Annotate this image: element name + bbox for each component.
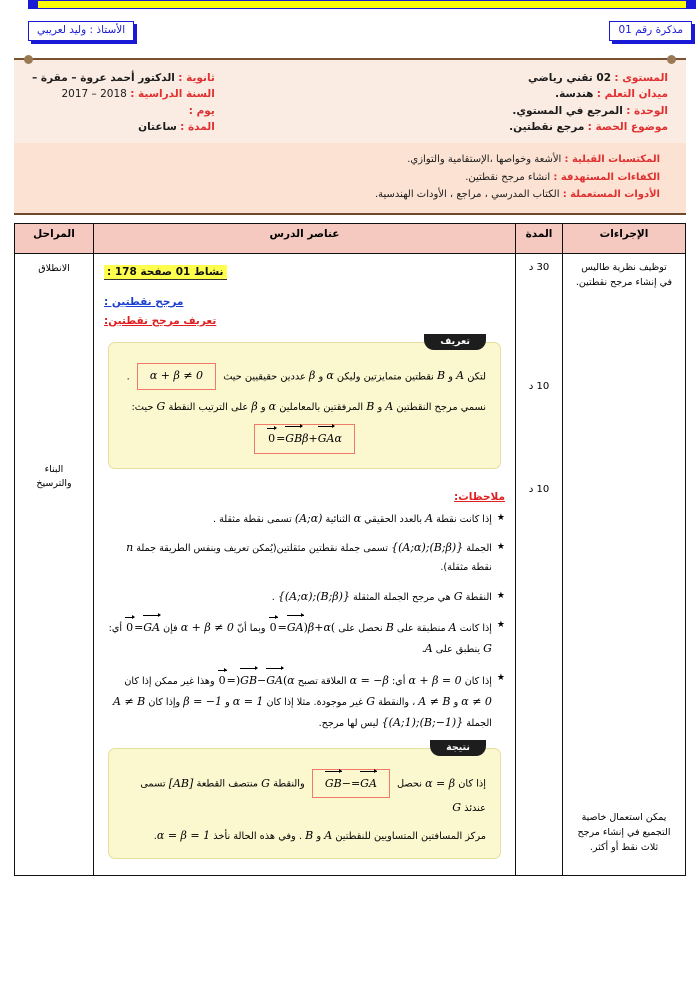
res-b: B [305, 828, 314, 842]
definition-callout-tab: تعريف [424, 334, 486, 350]
cell-stages [15, 253, 94, 875]
prerequisite-label: المكتسبات القبلية : [564, 154, 660, 166]
result-callout [108, 741, 501, 859]
n5-f7: β = −1 [183, 695, 223, 709]
heading-blue-line [104, 284, 505, 309]
res-conj: و [316, 830, 322, 842]
n5-f2: α = −β [349, 674, 389, 688]
n4-vector-ga: GA [287, 616, 304, 639]
n5-t5: و [453, 697, 459, 709]
section-heading-barycenter: مرجح نقطتين : [104, 295, 184, 308]
definition-formula-box-2 [254, 424, 355, 453]
n4-beta: β [307, 621, 315, 635]
def-point-b: B [437, 369, 446, 383]
n3-set: {(A;α);(B;β)} [277, 589, 350, 603]
header-value-unit: المرجع في المستوي. [512, 104, 623, 117]
res-g2: G [452, 801, 462, 815]
stage-2-line-2: والترسيخ [36, 478, 72, 490]
header-label-topic: موضوع الحصة : [587, 120, 668, 133]
procedures-stack [569, 260, 679, 856]
n5-t11: ليس لها مرجح. [318, 718, 379, 730]
def-point-g: G [156, 399, 166, 413]
n5-t4: وهذا غير ممكن إذا كان [124, 676, 215, 688]
n4-f2: α + β ≠ 0 [180, 621, 234, 635]
note-text-3 [104, 587, 492, 608]
def2-plus: + [308, 432, 318, 446]
n5-t9: وإذا كان [148, 697, 181, 709]
header-field-year [32, 86, 215, 102]
table-row [15, 253, 686, 875]
note-text-4 [104, 616, 492, 660]
n1-t3: الثنائية [325, 513, 351, 525]
header-value-year: 2018 – 2017 [61, 88, 127, 101]
def-beta-2: β [251, 399, 258, 413]
n2-n: n [126, 541, 134, 555]
def-conj-4: و [260, 401, 266, 413]
column-header-duration: المدة [516, 223, 563, 253]
n5-f5: A ≠ B [418, 695, 451, 709]
n5-t1: إذا كان [464, 676, 492, 688]
activity-highlight: نشاط 01 صفحة 178 : [104, 265, 227, 280]
stages-stack [16, 262, 92, 491]
note-item [104, 587, 505, 608]
n1-t1: إذا كانت نقطة [436, 513, 492, 525]
def-text-7: حيث: [131, 401, 154, 413]
res-t3: والنقطة [273, 778, 305, 790]
n4-equals-2: = [134, 621, 144, 635]
section-heading-definition: تعريف مرجح نقطتين: [104, 314, 217, 327]
column-header-procedures: الإجراءات [563, 223, 686, 253]
res-vector-ga: GA [360, 772, 377, 794]
n5-minus: − [257, 674, 267, 688]
stage-label-start: الانطلاق [38, 262, 70, 274]
res-t8: . [153, 830, 157, 842]
n2-t4: مثقلة). [440, 562, 469, 574]
duration-value-2: 10 د [528, 380, 550, 392]
n5-t8: و [225, 697, 230, 709]
res-f2: α = β = 1 [156, 828, 211, 842]
note-item [104, 509, 505, 530]
procedure-entry-2 [569, 810, 679, 856]
definition-line-3 [123, 424, 486, 453]
header-label-unit: الوحدة : [626, 104, 668, 117]
n5-f9: {(A;1);(B;−1)} [381, 716, 464, 730]
star-icon: ★ [496, 512, 505, 523]
n5-t3: العلاقة تصبح [297, 676, 347, 688]
n4-t2: منطبقة على [396, 623, 446, 635]
stage-2-line-1: البناء [44, 464, 64, 476]
tag-row [0, 18, 700, 52]
activity-line [104, 260, 505, 280]
def-alpha-2: α [268, 399, 277, 413]
n5-lparen: ( [283, 674, 288, 688]
n5-f8: A ≠ B [113, 695, 146, 709]
def-beta: β [309, 369, 316, 383]
n4-t4: وبما أنّ [237, 623, 266, 635]
header-value-duration: ساعتان [138, 120, 177, 133]
n3-g: G [453, 589, 463, 603]
duration-value-3: 10 د [528, 483, 550, 495]
note-text-2 [104, 538, 492, 577]
procedure-1-line-2: في إنشاء مرجح نقطتين. [575, 276, 673, 288]
star-icon: ★ [496, 673, 505, 684]
def-point-a2: A [385, 399, 394, 413]
prerequisite-row [32, 186, 660, 204]
n5-t10: الجملة [466, 718, 492, 730]
lesson-table-head [15, 223, 686, 253]
banner-bar-yellow [38, 1, 686, 8]
procedure-2-line-2: التجميع في إنشاء مرجح [577, 827, 671, 839]
procedure-entry-1 [569, 260, 679, 290]
n5-f1: α + β = 0 [408, 674, 462, 688]
note-item [104, 538, 505, 577]
def-formula-1: α + β ≠ 0 [149, 368, 204, 382]
n5-rparen: ) [235, 674, 241, 688]
n2-t1: الجملة [466, 543, 492, 555]
n5-t6: ، والنقطة [378, 697, 416, 709]
header-value-domain: هندسة. [555, 88, 594, 101]
prerequisite-text: انشاء مرجح نقطتين. [465, 171, 551, 183]
res-vector-gb: GB [325, 772, 342, 794]
res-minus: − [341, 776, 351, 790]
n4-b: B [385, 621, 394, 635]
n5-equals: = [226, 674, 236, 688]
procedure-2-line-1: يمكن استعمال خاصية [581, 811, 667, 823]
note-number-tag: مذكرة رقم 01 [609, 21, 692, 41]
def-period-1: . [126, 371, 130, 383]
def2-alpha: α [334, 432, 342, 446]
header-field-topic [509, 119, 668, 135]
procedure-1-line-1: توظيف نظرية طاليس [581, 261, 667, 273]
def2-zero-vector: 0 [267, 429, 276, 449]
n5-vector-ga: GA [266, 669, 283, 692]
n4-t5: فإن [163, 623, 178, 635]
header-label-school: ثانوية : [178, 72, 215, 84]
definition-line-1 [123, 363, 486, 390]
def2-vector-ga: GA [318, 427, 335, 449]
n4-t1: إذا كانت [459, 623, 492, 635]
n5-alpha: α [287, 674, 295, 688]
result-line-1 [123, 769, 486, 819]
prerequisite-label: الكفاءات المستهدفة : [553, 171, 660, 183]
header-field-duration [32, 119, 215, 135]
def-alpha: α [326, 369, 334, 383]
star-icon: ★ [496, 542, 505, 553]
def-conj-1: و [448, 371, 453, 383]
n4-vector-ga-2: GA [143, 616, 160, 639]
header-field-level [509, 70, 668, 86]
n2-t2: تسمى جملة نقطتين مثقلتين(يُمكن تعريف وبنفس الطريقة جملة [136, 543, 389, 555]
definition-line-2 [123, 397, 486, 417]
def2-equals: = [276, 432, 286, 446]
column-header-lesson-elements: عناصر الدرس [94, 223, 516, 253]
def-text-1: لتكن [467, 371, 486, 383]
def-text-3: عددين حقيقيين حيث [223, 371, 306, 383]
n2-t3: نقطة [471, 562, 492, 574]
n4-zero-vector: 0 [269, 618, 278, 639]
n1-alpha: α [353, 511, 362, 525]
result-formula-box [312, 769, 390, 798]
n4-t7: ينطبق على [435, 644, 481, 656]
star-icon: ★ [496, 590, 505, 601]
def-point-a: A [456, 369, 465, 383]
def2-beta: β [302, 432, 309, 446]
n1-t4: تسمى نقطة مثقلة . [213, 513, 292, 525]
note-item [104, 669, 505, 734]
res-t2: نحصل [397, 778, 422, 790]
def-conj-2: و [318, 371, 324, 383]
n4-plus: + [314, 621, 324, 635]
header-label-day: يوم : [188, 104, 215, 117]
column-header-stages: المراحل [15, 223, 94, 253]
n5-zero-vector: 0 [218, 671, 227, 692]
n3-t2: هي مرجح الجملة المثقلة [353, 591, 451, 603]
cell-duration [516, 253, 563, 875]
header-value-school: الدكتور أحمد عروة – مقرة – [32, 72, 175, 84]
n4-zero-vector-2: 0 [125, 618, 134, 639]
prerequisite-label: الأدوات المستعملة : [562, 189, 660, 201]
def-conj-3: و [377, 401, 383, 413]
n4-a2: A [424, 642, 433, 656]
n2-set: {(A;α);(B;β)} [391, 541, 464, 555]
notes-title-line [104, 475, 505, 509]
n4-t6: أي: [108, 623, 123, 635]
header-right-column [32, 70, 221, 135]
header-info-panel [14, 58, 686, 143]
res-t5: تسمى عندئذ [140, 778, 486, 815]
prerequisite-row [32, 151, 660, 169]
header-value-topic: مرجع نقطتين. [509, 120, 585, 133]
header-label-level: المستوى : [614, 72, 668, 84]
n4-rparen: ) [303, 621, 308, 635]
result-callout-tab: نتيجة [430, 740, 486, 756]
res-a: A [324, 828, 333, 842]
res-t6: مركز المسافتين المتساويين للنقطتين [335, 830, 486, 842]
def-point-b2: B [366, 399, 375, 413]
n4-alpha: α [323, 621, 331, 635]
n5-f6: α = 1 [232, 695, 264, 709]
n5-t7: غير موجودة. مثلا إذا كان [266, 697, 364, 709]
notes-title: ملاحظات: [454, 490, 505, 503]
note-text-5 [104, 669, 492, 734]
header-label-year: السنة الدراسية : [130, 88, 215, 101]
def2-vector-gb: GB [285, 427, 302, 449]
lesson-table-body [15, 253, 686, 875]
top-banner [0, 0, 700, 16]
prerequisite-text: الكتاب المدرسي ، مراجع ، الأودات الهندسية. [374, 189, 560, 201]
definition-formula-box-1 [137, 363, 216, 390]
header-left-column [499, 70, 668, 135]
n3-t3: . [271, 591, 275, 603]
duration-value-1: 30 د [528, 261, 550, 273]
res-segment: [AB] [168, 776, 194, 790]
heading-red-line [104, 309, 505, 328]
prerequisite-text: الأشعة وخواصها ،الإستقامية والتوازي. [407, 154, 562, 166]
header-label-domain: ميدان التعلم : [596, 88, 668, 101]
n5-vector-gb: GB [240, 669, 257, 692]
res-t7: . وفي هذه الحالة نأخذ [213, 830, 303, 842]
lesson-table [14, 223, 686, 876]
note-text-1 [104, 509, 492, 530]
n3-t1: النقطة [465, 591, 492, 603]
n5-f4: α ≠ 0 [461, 695, 492, 709]
duration-stack [517, 262, 561, 495]
header-field-unit [509, 103, 668, 119]
stage-label-construction [16, 463, 92, 491]
def-text-4: نسمي مرجح النقطتين [396, 401, 486, 413]
n4-lparen: ( [330, 621, 336, 635]
header-value-level: 02 تقني رياضي [527, 72, 612, 84]
n1-a: A [425, 511, 434, 525]
n1-pair: (A;α) [294, 511, 323, 525]
res-g: G [261, 776, 270, 790]
header-field-day [32, 103, 215, 119]
prerequisite-row [32, 169, 660, 187]
def-text-5: المرفقتين بالمعاملين [279, 401, 364, 413]
res-f1: α = β [425, 776, 456, 790]
n4-t3: نحصل على [338, 623, 383, 635]
cell-procedures [563, 253, 686, 875]
note-item [104, 616, 505, 660]
def-text-2: نقطتين متمايزتين وليكن [336, 371, 434, 383]
header-field-school [32, 70, 215, 86]
table-header-row [15, 223, 686, 253]
header-label-duration: المدة : [180, 120, 215, 133]
n4-t8: . [421, 644, 425, 656]
n4-a: A [448, 621, 457, 635]
res-equals: = [350, 776, 361, 790]
res-t4: منتصف القطعة [196, 778, 259, 790]
n4-equals: = [277, 621, 287, 635]
star-icon: ★ [496, 620, 505, 631]
n4-g: G [483, 642, 492, 656]
cell-lesson-elements [94, 253, 516, 875]
n5-g: G [366, 695, 375, 709]
n1-t2: بالعدد الحقيقي [364, 513, 423, 525]
prerequisites-panel [14, 143, 686, 215]
result-line-2 [123, 826, 486, 846]
res-t1: إذا كان [458, 778, 486, 790]
n5-t2: أي: [391, 676, 406, 688]
teacher-name-tag: الأستاذ : وليد لعريبي [28, 21, 134, 41]
def-text-6: على الترتيب النقطة [168, 401, 249, 413]
procedure-2-line-3: ثلاث نقط أو أكثر. [589, 842, 659, 854]
header-field-domain [509, 86, 668, 102]
definition-callout [108, 335, 501, 469]
